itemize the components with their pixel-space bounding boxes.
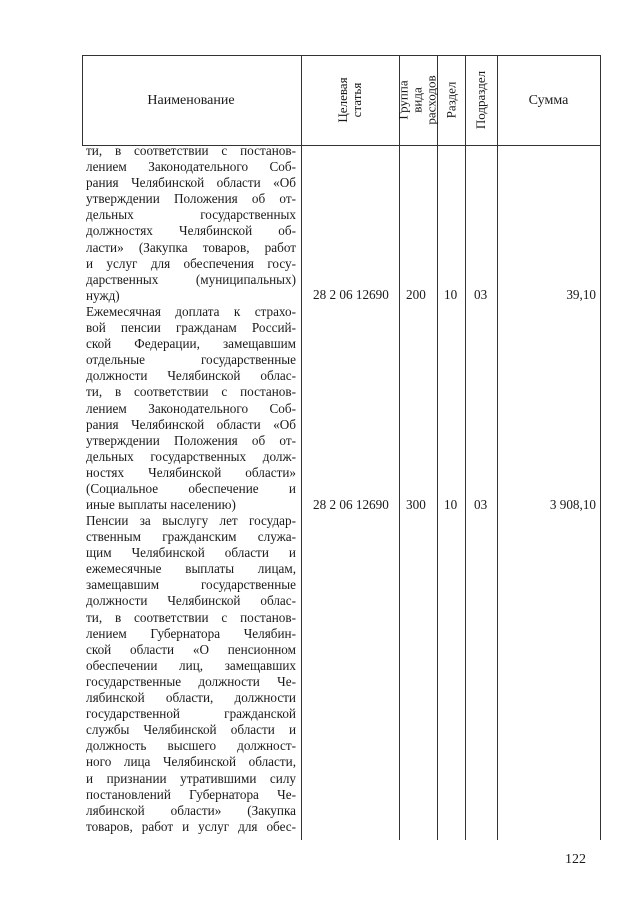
row-2-line: (Социальное обеспечение и xyxy=(86,481,296,497)
row-3-line: должность высшего должност- xyxy=(86,738,296,754)
header-section: Раздел xyxy=(443,81,458,119)
header-subsection-cell xyxy=(465,55,497,145)
header-sum: Сумма xyxy=(528,92,569,108)
row-1-line: и услуг для обеспечения госу- xyxy=(86,255,296,271)
page-number: 122 xyxy=(565,852,586,867)
column-divider-group xyxy=(437,55,438,840)
row-3-line: государственной гражданской xyxy=(86,706,296,722)
row-2-line: утверждении Положения об от- xyxy=(86,432,296,448)
row-1-line: нужд) xyxy=(86,287,120,303)
row-2-line: дельных государственных долж- xyxy=(86,448,296,464)
row-1-subsection: 03 xyxy=(474,287,488,302)
row-3-line: лябинской области, должности xyxy=(86,690,296,706)
row-1-line: дарственных (муниципальных) xyxy=(86,271,296,287)
row-3-line: службы Челябинской области и xyxy=(86,722,296,738)
row-3-line: товаров, работ и услуг для обес- xyxy=(86,818,296,834)
row-3-line: лением Губернатора Челябин- xyxy=(86,625,296,641)
row-3-line: должности Челябинской облас- xyxy=(86,593,296,609)
row-1-sum: 39,10 xyxy=(566,287,596,302)
row-2-group: 300 xyxy=(406,497,426,512)
row-1-line: ти, в соответствии с постанов- xyxy=(86,143,296,158)
row-2-line: ти, в соответствии с постанов- xyxy=(86,384,296,400)
table-right-border xyxy=(600,55,601,840)
row-2-line: иные выплаты населению) xyxy=(86,497,236,513)
row-1-line: рания Челябинской области «Об xyxy=(86,175,296,191)
column-divider-section xyxy=(465,55,466,840)
header-group-cell xyxy=(396,55,439,145)
header-target-cell xyxy=(301,55,399,145)
row-1-line: ласти» (Закупка товаров, работ xyxy=(86,239,296,255)
row-2-subsection: 03 xyxy=(474,497,488,512)
row-2-line: ностях Челябинской области» xyxy=(86,464,296,480)
row-3-line: щим Челябинской области и xyxy=(86,545,296,561)
header-name: Наименование xyxy=(147,92,235,108)
row-2-section: 10 xyxy=(444,497,458,512)
row-3-line: ственным гражданским служа- xyxy=(86,529,296,545)
header-target: Целевая статья xyxy=(335,77,364,123)
row-3-line: ти, в соответствии с постанов- xyxy=(86,609,296,625)
row-3-line: ской области «О пенсионном xyxy=(86,641,296,657)
row-1-section: 10 xyxy=(444,287,458,302)
row-3-line: Пенсии за выслугу лет государ- xyxy=(86,513,296,528)
row-1-description xyxy=(86,143,296,304)
row-1-line: лением Законодательного Соб- xyxy=(86,159,296,175)
header-section-cell xyxy=(437,55,465,145)
row-3-line: обеспечении лиц, замещавших xyxy=(86,657,296,673)
row-3-line: замещавшим государственные xyxy=(86,577,296,593)
row-2-line: рания Челябинской области «Об xyxy=(86,416,296,432)
row-2-line: ской Федерации, замещавшим xyxy=(86,336,296,352)
row-1-group: 200 xyxy=(406,287,426,302)
row-1-line: дельных государственных xyxy=(86,207,296,223)
row-3-line: лябинской области» (Закупка xyxy=(86,802,296,818)
row-1-line: должностях Челябинской об- xyxy=(86,223,296,239)
column-divider-name xyxy=(301,55,302,840)
row-1-target: 28 2 06 12690 xyxy=(313,287,389,302)
row-1-line: утверждении Положения об от- xyxy=(86,191,296,207)
column-divider-target xyxy=(399,55,400,840)
row-2-line: Ежемесячная доплата к страхо- xyxy=(86,304,296,319)
row-2-line: должности Челябинской облас- xyxy=(86,368,296,384)
header-subsection: Подраздел xyxy=(473,70,489,130)
row-3-line: государственные должности Че- xyxy=(86,673,296,689)
row-3-line: ежемесячные выплаты лицам, xyxy=(86,561,296,577)
row-3-line: и признании утратившими силу xyxy=(86,770,296,786)
row-3-line: ного лица Челябинской области, xyxy=(86,754,296,770)
header-expense-group: Группа вида расходов xyxy=(396,75,439,125)
row-2-target: 28 2 06 12690 xyxy=(313,497,389,512)
row-2-line: отдельные государственные xyxy=(86,352,296,368)
row-2-sum: 3 908,10 xyxy=(549,497,596,512)
row-2-line: вой пенсии гражданам Россий- xyxy=(86,320,296,336)
row-2-line: лением Законодательного Соб- xyxy=(86,400,296,416)
row-3-line: постановлений Губернатора Че- xyxy=(86,786,296,802)
column-divider-subsection xyxy=(497,55,498,840)
row-3-description xyxy=(86,513,296,835)
row-2-description xyxy=(86,304,296,513)
